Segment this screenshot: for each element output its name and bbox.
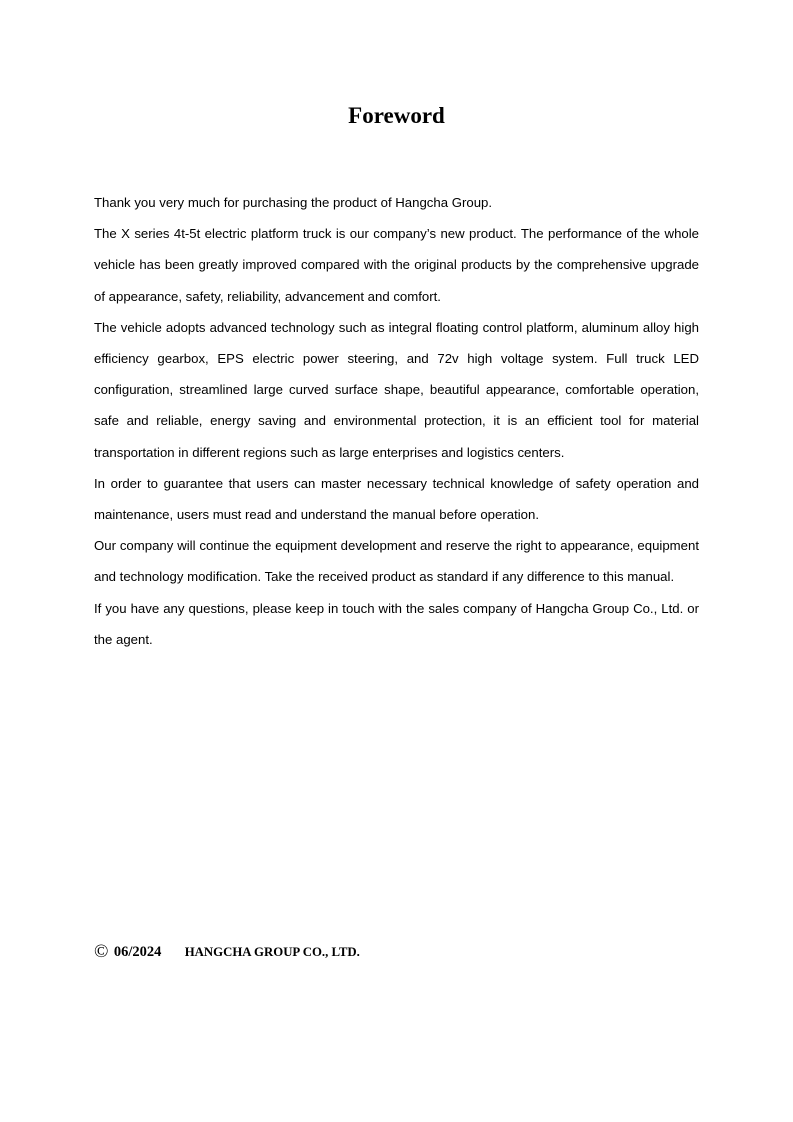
- copyright-icon: ©: [94, 941, 109, 962]
- paragraph-technology: The vehicle adopts advanced technology such as integral floating control platform, aluminum alloy high efficiency gearbox, EPS electric power steering, and 72v high voltage system. Full truck LED configuration, streamlined large curved surface shape, beautiful appearance, comfortable operation, safe and reliable, energy saving and environmental protection, it is an efficient tool for material transportation in different regions such as large enterprises and logistics centers.: [94, 319, 699, 460]
- paragraph-modification-rights: Our company will continue the equipment development and reserve the right to appearance, equipment and technology modification. Take the received product as standard if any difference to this manual.: [94, 538, 699, 585]
- page-title: Foreword: [348, 103, 445, 128]
- foreword-body: [94, 187, 699, 655]
- paragraph-safety-notice: In order to guarantee that users can master necessary technical knowledge of safety operation and maintenance, users must read and understand the manual before operation.: [94, 475, 699, 523]
- copyright-footer: [94, 940, 360, 964]
- paragraph-contact: If you have any questions, please keep in touch with the sales company of Hangcha Group Co., Ltd. or the agent.: [94, 600, 699, 647]
- publication-date: 06/2024: [113, 944, 162, 960]
- paragraph-thanks: Thank you very much for purchasing the product of Hangcha Group.: [94, 195, 493, 210]
- paragraph-product-intro: The X series 4t-5t electric platform truck is our company’s new product. The performance of the whole vehicle has been greatly improved compared with the original products by the comprehensive upgrade of appearance, safety, reliability, advancement and comfort.: [94, 226, 699, 304]
- company-name: HANGCHA GROUP CO., LTD.: [184, 945, 360, 959]
